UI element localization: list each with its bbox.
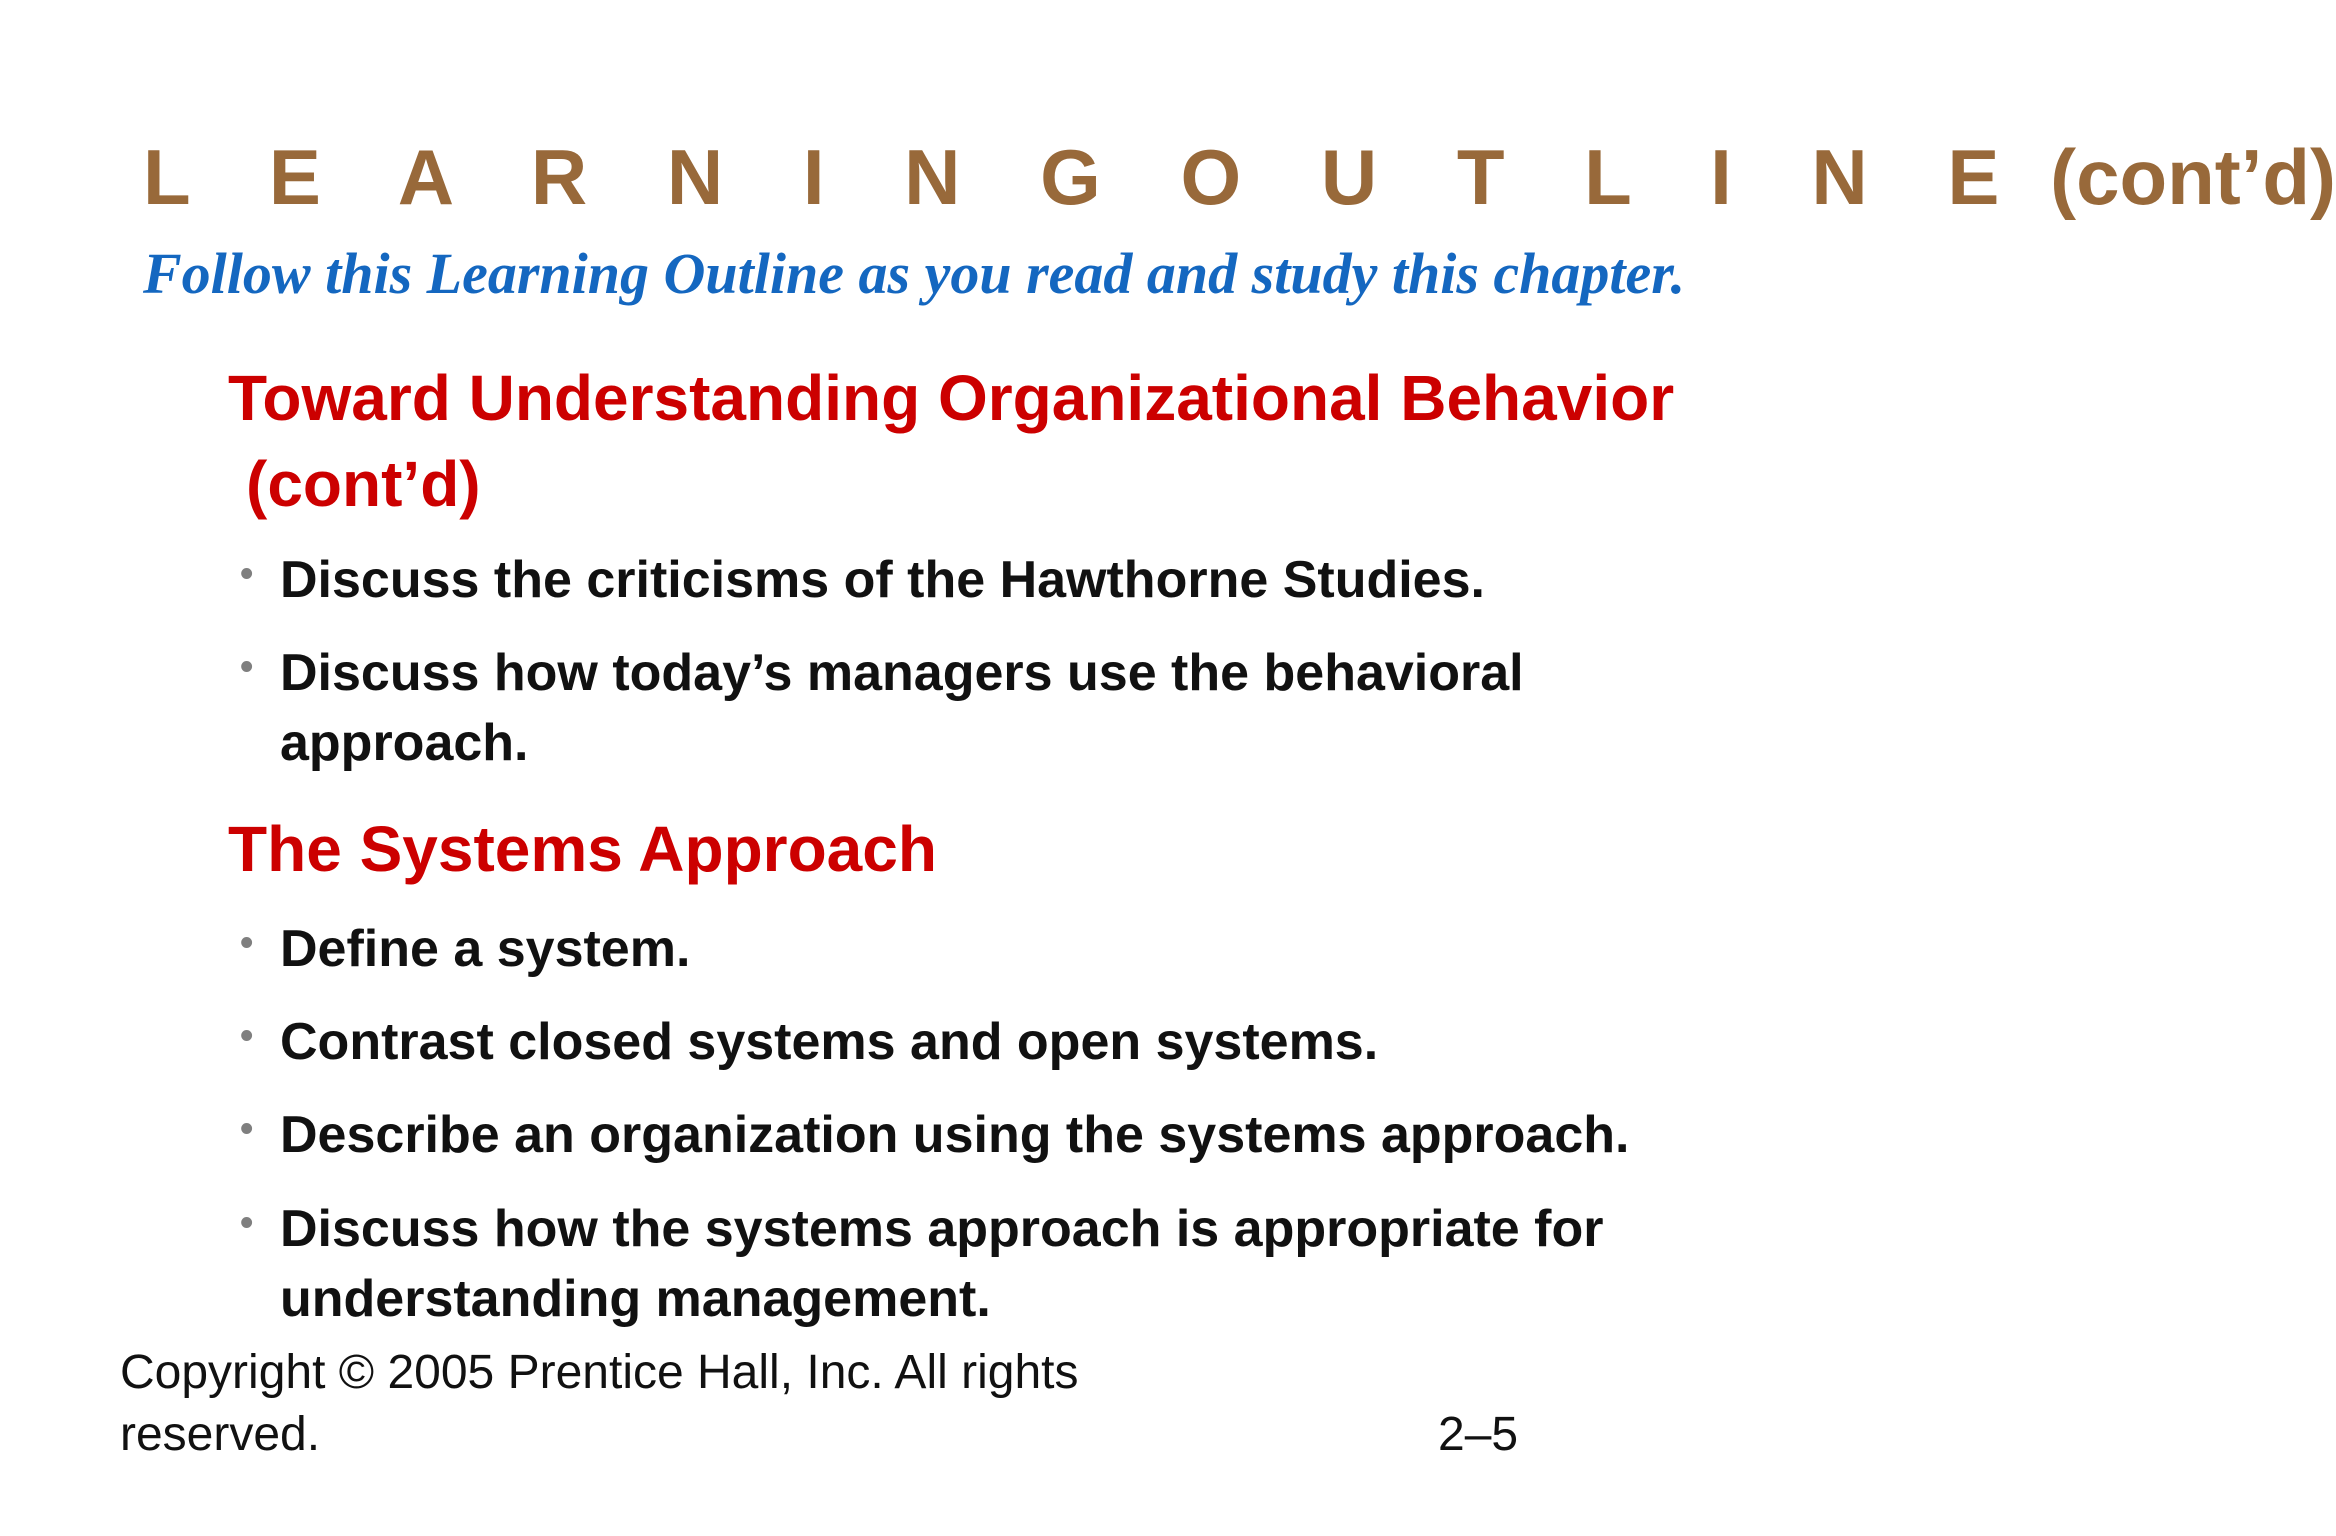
list-item bbox=[240, 914, 1800, 984]
slide-title-main: L E A R N I N G O U T L I N E bbox=[143, 133, 2029, 221]
bullet-icon: • bbox=[240, 1202, 254, 1244]
slide-subtitle: Follow this Learning Outline as you read and study this chapter. bbox=[143, 241, 1686, 306]
page-number: 2–5 bbox=[1438, 1408, 1519, 1461]
list-item-text: Discuss the criticisms of the Hawthorne Studies. bbox=[280, 551, 1485, 609]
copyright-notice: Copyright © 2005 Prentice Hall, Inc. All rights reserved. bbox=[120, 1346, 1079, 1461]
section-heading-line: The Systems Approach bbox=[228, 813, 937, 885]
bullet-icon: • bbox=[240, 646, 254, 688]
slide-title-contd: (cont’d) bbox=[2050, 133, 2336, 221]
section-heading-line: (cont’d) bbox=[246, 448, 481, 520]
slide-title bbox=[143, 133, 2336, 221]
list-item bbox=[240, 545, 1800, 615]
bullet-icon: • bbox=[240, 553, 254, 595]
section-heading-systems-approach bbox=[228, 806, 937, 892]
list-item bbox=[240, 638, 1800, 778]
bullet-icon: • bbox=[240, 1108, 254, 1150]
list-item-text: Contrast closed systems and open systems. bbox=[280, 1013, 1379, 1071]
bullet-icon: • bbox=[240, 922, 254, 964]
list-item-text: Discuss how the systems approach is appropriate for understanding management. bbox=[280, 1200, 1604, 1328]
list-item bbox=[240, 1100, 1800, 1170]
section-heading-organizational-behavior bbox=[228, 355, 1674, 527]
list-item-text: Describe an organization using the systems approach. bbox=[280, 1106, 1630, 1164]
list-item bbox=[240, 1194, 1800, 1334]
list-item bbox=[240, 1007, 1800, 1077]
bullet-icon: • bbox=[240, 1015, 254, 1057]
list-item-text: Discuss how today’s managers use the behavioral approach. bbox=[280, 644, 1524, 772]
list-item-text: Define a system. bbox=[280, 920, 691, 978]
section-heading-line: Toward Understanding Organizational Behavior bbox=[228, 362, 1675, 434]
